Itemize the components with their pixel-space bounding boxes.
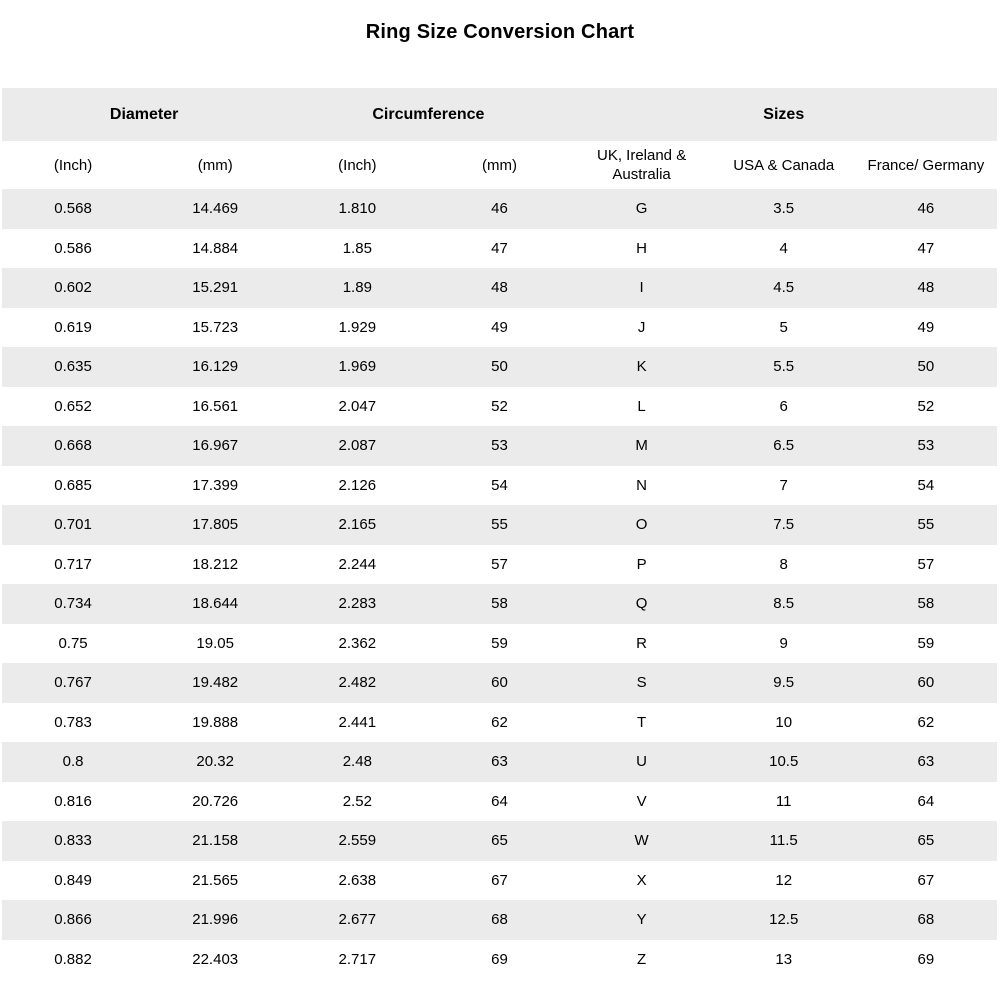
- table-cell: 60: [917, 674, 935, 692]
- group-header-row: [2, 88, 997, 141]
- table-cell: 0.866: [54, 911, 92, 929]
- table-cell: 2.638: [338, 871, 377, 889]
- table-cell: 0.586: [54, 239, 92, 257]
- table-cell: 22.403: [192, 950, 239, 968]
- table-cell: 47: [917, 239, 935, 257]
- table-cell: 6.5: [773, 437, 795, 455]
- table-cell: 52: [491, 397, 508, 415]
- table-cell: 48: [491, 279, 508, 297]
- table-cell: 0.568: [54, 200, 92, 218]
- table-cell: 64: [917, 792, 935, 810]
- table-cell: 50: [491, 358, 508, 376]
- table-row: [2, 466, 997, 506]
- table-cell: 57: [917, 555, 935, 573]
- table-cell: 21.158: [192, 832, 239, 850]
- table-cell: 2.362: [338, 634, 377, 652]
- table-cell: M: [635, 437, 648, 455]
- table-cell: 2.126: [338, 476, 377, 494]
- table-cell: 1.85: [342, 239, 372, 257]
- column-header-france-germany: France/ Germany: [855, 141, 997, 189]
- table-cell: 7: [779, 476, 788, 494]
- table-cell: 55: [491, 516, 508, 534]
- table-cell: 62: [491, 713, 508, 731]
- table-cell: H: [636, 239, 648, 257]
- table-cell: 19.05: [196, 634, 234, 652]
- table-cell: G: [635, 200, 648, 218]
- table-row: [2, 387, 997, 427]
- table-cell: 0.668: [54, 437, 92, 455]
- table-cell: 0.619: [54, 318, 92, 336]
- table-cell: K: [636, 358, 647, 376]
- table-cell: X: [636, 871, 647, 889]
- table-cell: 15.723: [192, 318, 239, 336]
- table-cell: 16.561: [192, 397, 239, 415]
- table-cell: 0.652: [54, 397, 92, 415]
- table-cell: J: [637, 318, 646, 336]
- table-cell: 13: [775, 950, 793, 968]
- table-row: [2, 663, 997, 703]
- table-cell: 10.5: [769, 753, 799, 771]
- table-row: [2, 900, 997, 940]
- table-cell: 64: [491, 792, 508, 810]
- table-cell: 65: [491, 832, 508, 850]
- table-cell: P: [636, 555, 647, 573]
- table-cell: 14.884: [192, 239, 239, 257]
- table-cell: 63: [917, 753, 935, 771]
- table-cell: N: [636, 476, 648, 494]
- table-cell: 67: [491, 871, 508, 889]
- ring-size-conversion-table: [2, 88, 997, 979]
- table-cell: 4: [779, 239, 788, 257]
- table-cell: 14.469: [192, 200, 239, 218]
- table-cell: 46: [917, 200, 935, 218]
- table-cell: 1.810: [338, 200, 377, 218]
- table-cell: U: [636, 753, 648, 771]
- table-cell: 58: [917, 595, 935, 613]
- table-row: [2, 821, 997, 861]
- table-cell: 4.5: [773, 279, 795, 297]
- column-header-row: [2, 141, 997, 189]
- table-cell: 16.129: [192, 358, 239, 376]
- table-cell: 68: [917, 911, 935, 929]
- table-cell: 20.32: [196, 753, 234, 771]
- table-row: [2, 940, 997, 980]
- table-cell: 19.888: [192, 713, 239, 731]
- table-cell: 59: [491, 634, 508, 652]
- table-cell: 18.644: [192, 595, 239, 613]
- table-cell: 49: [917, 318, 935, 336]
- table-cell: 2.244: [338, 555, 377, 573]
- table-cell: 0.767: [54, 674, 92, 692]
- table-cell: 69: [917, 950, 935, 968]
- table-cell: 0.783: [54, 713, 92, 731]
- table-cell: 0.635: [54, 358, 92, 376]
- table-cell: 0.701: [54, 516, 92, 534]
- table-cell: 65: [917, 832, 935, 850]
- table-row: [2, 505, 997, 545]
- table-cell: T: [637, 713, 647, 731]
- table-row: [2, 189, 997, 229]
- table-cell: 2.48: [342, 753, 372, 771]
- table-cell: S: [636, 674, 647, 692]
- table-cell: 12.5: [769, 911, 799, 929]
- table-cell: 69: [491, 950, 508, 968]
- table-cell: 0.882: [54, 950, 92, 968]
- table-cell: 0.75: [58, 634, 88, 652]
- table-cell: 54: [917, 476, 935, 494]
- table-cell: Z: [637, 950, 647, 968]
- table-cell: 18.212: [192, 555, 239, 573]
- table-cell: 10: [775, 713, 793, 731]
- table-cell: 3.5: [773, 200, 795, 218]
- table-cell: 19.482: [192, 674, 239, 692]
- table-cell: Q: [635, 595, 648, 613]
- table-cell: 21.565: [192, 871, 239, 889]
- page-title: Ring Size Conversion Chart: [365, 21, 635, 43]
- table-row: [2, 624, 997, 664]
- table-row: [2, 268, 997, 308]
- table-cell: 0.717: [54, 555, 92, 573]
- table-cell: 63: [491, 753, 508, 771]
- table-row: [2, 584, 997, 624]
- table-cell: 53: [491, 437, 508, 455]
- table-cell: 59: [917, 634, 935, 652]
- table-cell: 21.996: [192, 911, 239, 929]
- table-row: [2, 782, 997, 822]
- table-cell: 48: [917, 279, 935, 297]
- table-cell: 2.677: [338, 911, 377, 929]
- table-cell: 12: [775, 871, 793, 889]
- table-cell: 9.5: [773, 674, 795, 692]
- table-cell: 7.5: [773, 516, 795, 534]
- column-header-usa-canada: USA & Canada: [713, 141, 855, 189]
- table-row: [2, 347, 997, 387]
- table-cell: 2.087: [338, 437, 377, 455]
- table-row: [2, 308, 997, 348]
- table-cell: 58: [491, 595, 508, 613]
- table-cell: 50: [917, 358, 935, 376]
- table-cell: 6: [779, 397, 788, 415]
- group-header-diameter: Diameter: [2, 88, 286, 141]
- table-cell: 2.047: [338, 397, 377, 415]
- table-cell: 0.685: [54, 476, 92, 494]
- table-cell: 62: [917, 713, 935, 731]
- table-row: [2, 426, 997, 466]
- column-header-circumference-mm: (mm): [428, 141, 570, 189]
- table-cell: 2.482: [338, 674, 377, 692]
- table-cell: 20.726: [192, 792, 239, 810]
- table-cell: 54: [491, 476, 508, 494]
- table-cell: 2.165: [338, 516, 377, 534]
- table-cell: 57: [491, 555, 508, 573]
- group-header-circumference: Circumference: [286, 88, 570, 141]
- table-cell: 0.602: [54, 279, 92, 297]
- table-cell: 68: [491, 911, 508, 929]
- table-cell: 9: [779, 634, 788, 652]
- table-row: [2, 545, 997, 585]
- table-cell: 11: [775, 792, 792, 810]
- table-cell: 17.399: [192, 476, 239, 494]
- column-header-uk-ireland-australia: UK, Ireland & Australia: [571, 141, 713, 189]
- table-cell: 49: [491, 318, 508, 336]
- table-cell: 1.929: [338, 318, 377, 336]
- table-cell: O: [635, 516, 648, 534]
- table-cell: 0.833: [54, 832, 92, 850]
- table-cell: L: [637, 397, 646, 415]
- table-row: [2, 861, 997, 901]
- table-body: [2, 189, 997, 979]
- table-cell: 2.559: [338, 832, 377, 850]
- table-cell: 0.816: [54, 792, 92, 810]
- table-header: [2, 88, 997, 189]
- table-cell: 0.8: [62, 753, 84, 771]
- table-cell: 5.5: [773, 358, 795, 376]
- table-cell: 53: [917, 437, 935, 455]
- table-cell: 15.291: [192, 279, 239, 297]
- table-cell: 67: [917, 871, 935, 889]
- column-header-diameter-inch: (Inch): [2, 141, 144, 189]
- table-cell: 17.805: [192, 516, 239, 534]
- table-cell: 52: [917, 397, 935, 415]
- table-cell: 2.717: [338, 950, 377, 968]
- table-cell: 8: [779, 555, 788, 573]
- table-cell: 1.969: [338, 358, 377, 376]
- table-cell: 46: [491, 200, 508, 218]
- table-cell: 5: [779, 318, 788, 336]
- table-row: [2, 742, 997, 782]
- table-cell: I: [639, 279, 644, 297]
- table-cell: 2.441: [338, 713, 377, 731]
- table-cell: 2.52: [342, 792, 372, 810]
- table-cell: R: [636, 634, 648, 652]
- table-cell: 0.849: [54, 871, 92, 889]
- table-cell: 55: [917, 516, 935, 534]
- table-row: [2, 229, 997, 269]
- table-cell: 1.89: [342, 279, 372, 297]
- group-header-sizes: Sizes: [571, 88, 997, 141]
- table-cell: 11.5: [769, 832, 798, 850]
- table-cell: Y: [636, 911, 647, 929]
- table-cell: 60: [491, 674, 508, 692]
- table-cell: 16.967: [192, 437, 239, 455]
- table-row: [2, 703, 997, 743]
- table-cell: 8.5: [773, 595, 795, 613]
- table-cell: 2.283: [338, 595, 377, 613]
- column-header-circumference-inch: (Inch): [286, 141, 428, 189]
- table-cell: 0.734: [54, 595, 92, 613]
- table-cell: W: [634, 832, 649, 850]
- table-cell: 47: [491, 239, 508, 257]
- column-header-diameter-mm: (mm): [144, 141, 286, 189]
- table-cell: V: [636, 792, 647, 810]
